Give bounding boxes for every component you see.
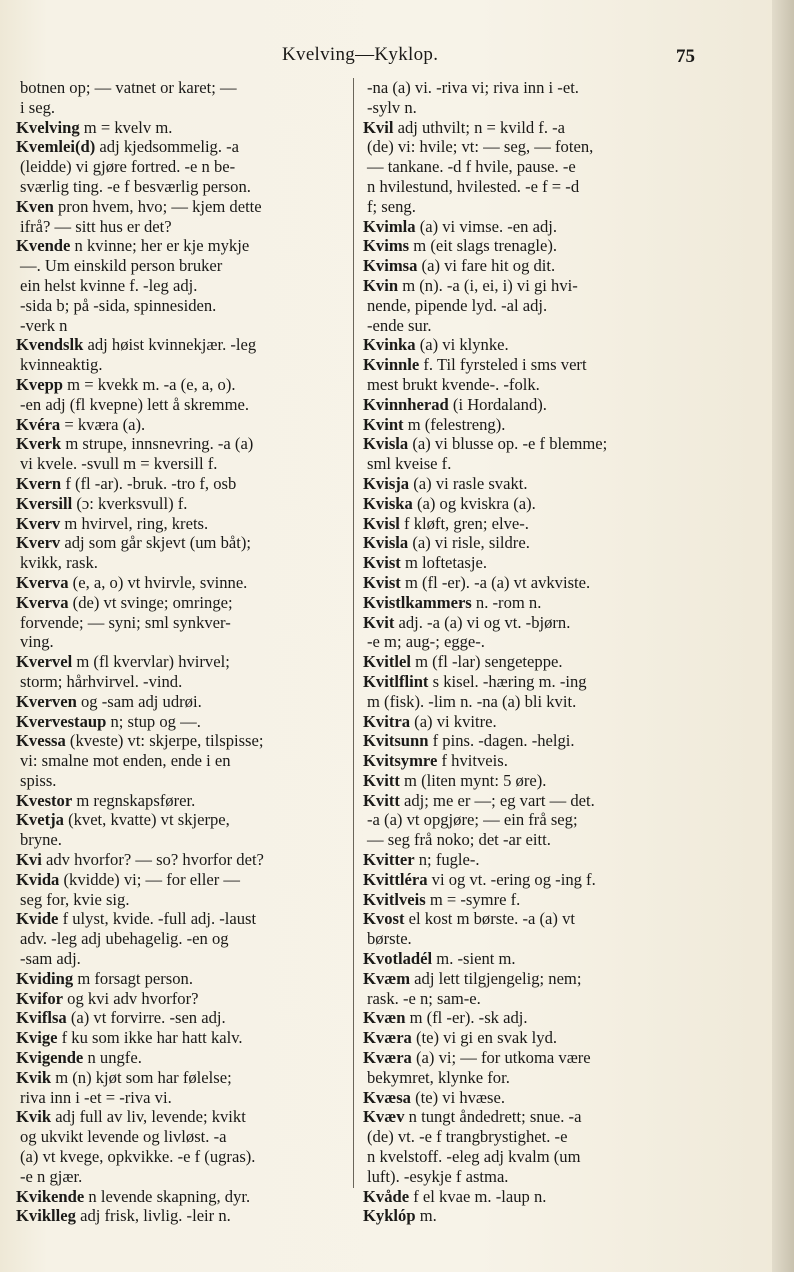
entry-continuation-line: -sida b; på -sida, spinnesiden. (20, 295, 217, 315)
entry-continuation-line: børste. (367, 929, 412, 949)
entry-line: Kyklóp m. (363, 1206, 437, 1226)
entry-continuation-line: ving. (20, 632, 54, 652)
entry-continuation-line: -sam adj. (20, 949, 81, 969)
entry-line: Kvotladél m. -sient m. (363, 949, 516, 969)
entry-line: Kvervestaup n; stup og —. (16, 711, 201, 731)
entry-line: Kvitsymre f hvitveis. (363, 751, 508, 771)
entry-line: Kvemlei(d) adj kjedsommelig. -a (16, 137, 240, 157)
page-edge-shadow (772, 0, 794, 1272)
entry-line: Kvistlkammers n. -rom n. (363, 592, 542, 612)
entry-continuation-line: ein helst kvinne f. -leg adj. (20, 275, 198, 295)
entry-line: Kvestor m regnskapsfører. (16, 790, 196, 810)
entry-line: Kvigende n ungfe. (16, 1048, 142, 1068)
entry-line: Kvitlel m (fl -lar) sengeteppe. (363, 652, 563, 672)
entry-line: Kværa (a) vi; — for utkoma være (363, 1048, 591, 1068)
entry-line: Kverv adj som går skjevt (um båt); (16, 533, 252, 553)
entry-continuation-line: -sylv n. (367, 97, 417, 117)
entry-line: Kvetja (kvet, kvatte) vt skjerpe, (16, 810, 230, 830)
entry-continuation-line: nende, pipende lyd. -al adj. (367, 295, 548, 315)
entry-continuation-line: botnen op; — vatnet or karet; — (20, 78, 237, 97)
entry-continuation-line: —. Um einskild person bruker (20, 256, 223, 276)
entry-line: Kvi adv hvorfor? — so? hvorfor det? (16, 850, 264, 870)
entry-line: Kvisja (a) vi rasle svakt. (363, 473, 528, 493)
entry-continuation-line: riva inn i -et = -riva vi. (20, 1087, 172, 1107)
running-title: Kvelving—Kyklop. (282, 44, 439, 65)
entry-continuation-line: adv. -leg adj ubehagelig. -en og (20, 929, 229, 949)
entry-continuation-line: -ende sur. (367, 315, 432, 335)
entry-continuation-line: sml kveise f. (367, 454, 452, 474)
entry-line: Kvist m loftetasje. (363, 553, 487, 573)
entry-continuation-line: mest brukt kvende-. -folk. (367, 374, 540, 394)
entry-line: Kvæm adj lett tilgjengelig; nem; (363, 968, 582, 988)
entry-line: Kvervel m (fl kvervlar) hvirvel; (16, 652, 230, 672)
column-divider (353, 78, 354, 1188)
entry-line: Kvisla (a) vi blusse op. -e f blemme; (363, 434, 608, 454)
left-column (16, 78, 346, 1226)
entry-continuation-line: -e m; aug-; egge-. (367, 632, 485, 652)
entry-line: Kvæv n tungt åndedrett; snue. -a (363, 1107, 582, 1127)
entry-continuation-line: og ukvikt levende og livløst. -a (20, 1127, 227, 1147)
entry-line: Kvitt m (liten mynt: 5 øre). (363, 770, 547, 790)
entry-continuation-line: (de) vt. -e f trangbrystighet. -e (367, 1127, 568, 1147)
entry-line: Kvåde f el kvae m. -laup n. (363, 1186, 547, 1206)
entry-continuation-line: seg for, kvie sig. (20, 889, 130, 909)
entry-line: Kvinnherad (i Hordaland). (363, 394, 547, 414)
entry-continuation-line: bryne. (20, 830, 62, 850)
entry-line: Kvinnle f. Til fyrsteled i sms vert (363, 355, 587, 375)
entry-line: Kvide f ulyst, kvide. -full adj. -laust (16, 909, 257, 929)
entry-line: Kvitsunn f pins. -dagen. -helgi. (363, 731, 575, 751)
entry-continuation-line: storm; hårhvirvel. -vind. (20, 671, 183, 691)
entry-line: Kvost el kost m børste. -a (a) vt (363, 909, 575, 929)
entry-continuation-line: vi: smalne mot enden, ende i en (20, 751, 231, 771)
entry-continuation-line: vi kvele. -svull m = kversill f. (20, 454, 218, 474)
entry-continuation-line: ifrå? — sitt hus er det? (20, 216, 172, 236)
entry-continuation-line: — tankane. -d f hvile, pause. -e (367, 157, 576, 177)
entry-line: Kverva (e, a, o) vt hvirvle, svinne. (16, 572, 248, 592)
entry-line: Kviklleg adj frisk, livlig. -leir n. (16, 1206, 231, 1226)
entry-line: Kvifor og kvi adv hvorfor? (16, 988, 199, 1008)
entry-continuation-line: kvinneaktig. (20, 355, 103, 375)
entry-line: Kvik m (n) kjøt som har følelse; (16, 1067, 232, 1087)
entry-line: Kvikende n levende skapning, dyr. (16, 1186, 251, 1206)
entry-line: Kven pron hvem, hvo; — kjem dette (16, 196, 262, 216)
entry-line: Kvinka (a) vi klynke. (363, 335, 509, 355)
entry-line: Kverk m strupe, innsnevring. -a (a) (16, 434, 254, 454)
entry-continuation-line: f; seng. (367, 196, 416, 216)
entry-line: Kvik adj full av liv, levende; kvikt (16, 1107, 246, 1127)
entry-line: Kvitlflint s kisel. -hæring m. -ing (363, 671, 587, 691)
page-header (0, 44, 794, 74)
entry-line: Kvims m (eit slags trenagle). (363, 236, 558, 256)
entry-line: Kvil adj uthvilt; n = kvild f. -a (363, 117, 566, 137)
entry-line: Kvessa (kveste) vt: skjerpe, tilspisse; (16, 731, 264, 751)
entry-line: Kvitra (a) vi kvitre. (363, 711, 497, 731)
entry-continuation-line: m (fisk). -lim n. -na (a) bli kvit. (367, 691, 577, 711)
entry-line: Kvitter n; fugle-. (363, 850, 480, 870)
entry-continuation-line: n hvilestund, hvilested. -e f = -d (367, 176, 580, 196)
entry-line: Kvitt adj; me er —; eg vart — det. (363, 790, 595, 810)
entry-line: Kvisla (a) vi risle, sildre. (363, 533, 530, 553)
entry-line: Kvendslk adj høist kvinnekjær. -leg (16, 335, 257, 355)
entry-line: Kvern f (fl -ar). -bruk. -tro f, osb (16, 473, 237, 493)
entry-continuation-line: -a (a) vt opgjøre; — ein frå seg; (367, 810, 578, 830)
entry-continuation-line: -e n gjær. (20, 1166, 83, 1186)
entry-line: Kvæn m (fl -er). -sk adj. (363, 1008, 528, 1028)
entry-line: Kværa (te) vi gi en svak lyd. (363, 1028, 558, 1048)
entry-line: Kvelving m = kvelv m. (16, 117, 173, 137)
entry-continuation-line: luft). -esykje f astma. (367, 1166, 509, 1186)
entry-line: Kvida (kvidde) vi; — for eller — (16, 869, 240, 889)
entry-line: Kverven og -sam adj udrøi. (16, 691, 202, 711)
entry-line: Kvit adj. -a (a) vi og vt. -bjørn. (363, 612, 571, 632)
entry-line: Kvint m (felestreng). (363, 414, 506, 434)
entry-continuation-line: (a) vt kvege, opkvikke. -e f (ugras). (20, 1147, 256, 1167)
right-column (363, 78, 709, 1226)
entry-continuation-line: (leidde) vi gjøre fortred. -e n be- (20, 157, 236, 177)
entry-continuation-line: bekymret, klynke for. (367, 1067, 510, 1087)
entry-continuation-line: n kvelstoff. -eleg adj kvalm (um (367, 1147, 581, 1167)
entry-line: Kverva (de) vt svinge; omringe; (16, 592, 233, 612)
entry-line: Kverv m hvirvel, ring, krets. (16, 513, 209, 533)
entry-line: Kvige f ku som ikke har hatt kalv. (16, 1028, 243, 1048)
entry-continuation-line: rask. -e n; sam-e. (367, 988, 481, 1008)
entry-continuation-line: -en adj (fl kvepne) lett å skremme. (20, 394, 249, 414)
entry-line: Kvimla (a) vi vimse. -en adj. (363, 216, 558, 236)
entry-continuation-line: -na (a) vi. -riva vi; riva inn i -et. (367, 78, 579, 97)
entry-line: Kvéra = kværa (a). (16, 414, 146, 434)
entry-continuation-line: i seg. (20, 97, 56, 117)
entry-continuation-line: — seg frå noko; det -ar eitt. (367, 830, 551, 850)
entry-line: Kvende n kvinne; her er kje mykje (16, 236, 250, 256)
entry-line: Kvimsa (a) vi fare hit og dit. (363, 256, 556, 276)
entry-line: Kvin m (n). -a (i, ei, i) vi gi hvi- (363, 275, 578, 295)
entry-line: Kvisl f kløft, gren; elve-. (363, 513, 529, 533)
entry-line: Kvittléra vi og vt. -ering og -ing f. (363, 869, 596, 889)
entry-line: Kversill (ɔ: kverksvull) f. (16, 493, 188, 513)
entry-line: Kviska (a) og kviskra (a). (363, 493, 536, 513)
entry-continuation-line: (de) vi: hvile; vt: — seg, — foten, (367, 137, 594, 157)
entry-continuation-line: spiss. (20, 770, 57, 790)
entry-line: Kvist m (fl -er). -a (a) vt avkviste. (363, 572, 591, 592)
entry-continuation-line: kvikk, rask. (20, 553, 98, 573)
entry-continuation-line: sværlig ting. -e f besværlig person. (20, 176, 251, 196)
entry-line: Kviding m forsagt person. (16, 968, 194, 988)
entry-line: Kvepp m = kvekk m. -a (e, a, o). (16, 374, 236, 394)
entry-continuation-line: -verk n (20, 315, 68, 335)
page-number: 75 (676, 46, 695, 67)
entry-continuation-line: forvende; — syni; sml synkver- (20, 612, 231, 632)
entry-line: Kvitlveis m = -symre f. (363, 889, 521, 909)
entry-line: Kviflsa (a) vt forvirre. -sen adj. (16, 1008, 226, 1028)
entry-line: Kvæsa (te) vi hvæse. (363, 1087, 505, 1107)
